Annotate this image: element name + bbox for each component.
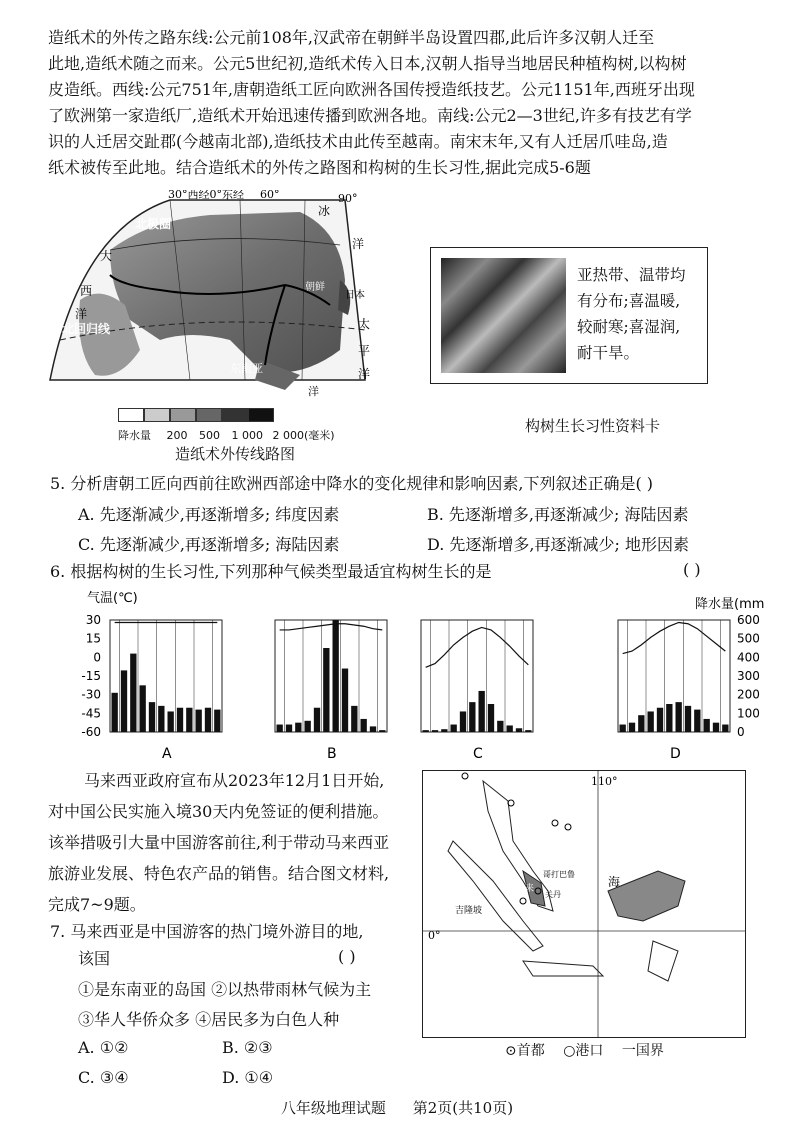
precip-bar	[130, 654, 136, 732]
question-7-answer-paren[interactable]: ( )	[338, 947, 356, 966]
legend-border: 一国界	[621, 1043, 664, 1059]
precip-bar	[432, 730, 438, 732]
temp-line	[280, 624, 383, 630]
q7-option-d[interactable]: D. ①④	[222, 1068, 274, 1087]
map-label: 冰	[318, 204, 331, 218]
precip-bar	[333, 620, 339, 732]
precip-tick: 600	[737, 613, 760, 627]
precip-bar	[423, 730, 429, 732]
precip-bar	[323, 648, 329, 732]
precip-bar	[666, 704, 672, 732]
precip-bar	[286, 725, 292, 732]
legend-value: 2 000(毫米)	[272, 429, 335, 442]
q7-option-c[interactable]: C. ③④	[78, 1068, 129, 1087]
legend-label: 降水量	[118, 429, 151, 442]
precip-bar	[713, 723, 719, 732]
card-text	[577, 262, 701, 366]
map2-label: 110°	[591, 775, 618, 788]
precip-bar	[685, 706, 691, 732]
precip-bar	[295, 723, 301, 732]
temp-tick: -60	[81, 725, 101, 739]
temp-tick: 15	[85, 631, 101, 646]
q7-items-row2: ③华人华侨众多 ④居民多为白色人种	[78, 1010, 340, 1029]
map-label: 北极圈	[135, 217, 172, 231]
passage-line: 该举措吸引大量中国游客前往,利于带动马来西亚	[48, 833, 390, 852]
chart-label: C	[473, 746, 483, 762]
precip-bar	[620, 725, 626, 732]
precip-bar	[704, 719, 710, 732]
precip-bar	[149, 702, 155, 732]
temp-axis-ticks	[81, 613, 101, 739]
map-label: 大	[100, 249, 113, 263]
precip-bar	[722, 725, 728, 732]
precip-bar	[112, 693, 118, 732]
temp-axis-title: 气温(℃)	[87, 591, 138, 606]
climate-chart-a	[110, 620, 222, 762]
passage-line: 完成7~9题。	[48, 895, 146, 914]
precip-bar	[525, 730, 531, 732]
legend-port: ○港口	[563, 1043, 604, 1059]
map2-label: 0°	[428, 929, 441, 942]
question-7-stem-2: 该国	[78, 949, 111, 968]
footer-subject: 八年级地理试题	[280, 1099, 386, 1117]
precip-bar	[361, 719, 367, 732]
precip-bar	[168, 711, 174, 732]
chart-frame	[275, 620, 387, 732]
precip-bar	[516, 728, 522, 732]
temp-line	[426, 627, 529, 667]
intro-line: 造纸术的外传之路东线:公元前108年,汉武帝在朝鲜半岛设置四郡,此后许多汉朝人迁至	[48, 28, 655, 47]
precip-bar	[676, 702, 682, 732]
q5-option-c[interactable]: C. 先逐渐减少,再逐渐增多; 海陆因素	[78, 535, 340, 554]
southeast-asia-map	[422, 770, 746, 1038]
precip-tick: 500	[737, 631, 760, 646]
precip-bar	[460, 711, 466, 732]
precip-bar	[305, 721, 311, 732]
map-label: 洋	[358, 367, 371, 381]
question-6-answer-paren[interactable]: ( )	[683, 560, 701, 579]
map2-port-label: 哥打巴鲁	[543, 870, 575, 879]
map-top-label: 90°	[338, 192, 358, 205]
legend-capital: ⊙首都	[505, 1043, 545, 1059]
precip-bar	[214, 710, 220, 732]
precip-tick: 0	[737, 725, 745, 739]
q5-option-a[interactable]: A. 先逐渐减少,再逐渐增多; 纬度因素	[78, 505, 340, 524]
paper-mulberry-photo	[441, 258, 566, 373]
map-label: 平	[358, 344, 371, 358]
chart-frame	[421, 620, 533, 732]
q5-option-d[interactable]: D. 先逐渐增多,再逐渐减少; 地形因素	[427, 535, 689, 554]
climate-charts	[55, 588, 765, 768]
legend-swatches	[118, 408, 335, 425]
precip-bar	[205, 708, 211, 732]
precip-bar	[469, 702, 475, 732]
precip-bar	[657, 708, 663, 732]
q7-option-b[interactable]: B. ②③	[222, 1038, 273, 1057]
map-label: 北回归线	[62, 322, 111, 336]
precip-bar	[379, 730, 385, 732]
precip-axis-title: 降水量(mm)	[695, 597, 765, 612]
temp-tick: 30	[85, 613, 101, 627]
map-label: 洋	[308, 385, 319, 398]
climate-chart-b	[275, 620, 387, 762]
precipitation-legend	[118, 408, 335, 443]
precip-bar	[451, 725, 457, 732]
precip-bar	[441, 729, 447, 732]
precip-tick: 100	[737, 706, 760, 721]
precip-bar	[196, 710, 202, 732]
precip-bar	[497, 721, 503, 732]
intro-line: 纸术被传至此地。结合造纸术的外传之路图和构树的生长习性,据此完成5-6题	[48, 158, 591, 177]
intro-line: 了欧洲第一家造纸厂,造纸术开始迅速传播到欧洲各地。南线:公元2—3世纪,许多有技艺有学	[48, 106, 692, 125]
precip-tick: 400	[737, 650, 760, 665]
question-5-stem: 5. 分析唐朝工匠向西前往欧洲西部途中降水的变化规律和影响因素,下列叙述正确是( )	[50, 474, 654, 493]
map2-port-label: 关丹	[545, 890, 561, 899]
precip-axis-ticks	[737, 613, 760, 739]
precip-bar	[314, 708, 320, 732]
question-7-stem: 7. 马来西亚是中国游客的热门境外游目的地,	[50, 922, 364, 941]
precip-bar	[694, 710, 700, 732]
q7-option-a[interactable]: A. ①②	[78, 1038, 129, 1057]
page-footer	[0, 1097, 794, 1118]
passage-line: 马来西亚政府宣布从2023年12月1日开始,	[84, 771, 385, 790]
card-line: 耐干旱。	[577, 344, 640, 362]
precip-bar	[121, 670, 127, 732]
temp-tick: 0	[93, 650, 101, 665]
temp-tick: -15	[81, 669, 101, 683]
temp-tick: -45	[81, 706, 101, 721]
passage-line: 对中国公民实施入境30天内免签证的便利措施。	[48, 802, 389, 821]
card-line: 亚热带、温带均	[577, 266, 686, 284]
precip-bar	[342, 669, 348, 732]
paper-mulberry-card	[430, 247, 708, 384]
precip-bar	[351, 706, 357, 732]
passage-line: 旅游业发展、特色农产品的销售。结合图文材料,	[48, 864, 390, 883]
intro-line: 识的人迁居交趾郡(今越南北部),造纸技术由此传至越南。南宋末年,又有人迁居爪哇岛,造	[48, 132, 668, 151]
map2-label: 海	[608, 875, 621, 889]
precip-bar	[629, 723, 635, 732]
chart-frame	[618, 620, 730, 732]
map-label: 洋	[75, 307, 88, 321]
card-caption: 构树生长习性资料卡	[525, 417, 661, 435]
precip-bar	[277, 725, 283, 732]
climate-chart-d	[618, 620, 730, 762]
temp-tick: -30	[81, 687, 101, 702]
precip-bar	[186, 708, 192, 732]
precip-bar	[488, 704, 494, 732]
map1-caption: 造纸术外传线路图	[175, 445, 296, 463]
map-label: 日本	[345, 290, 365, 301]
map-top-label: 30°西经0°东经	[168, 190, 244, 201]
map-label: 洋	[352, 237, 365, 251]
chart-group	[110, 620, 730, 762]
map2-label: 来	[525, 884, 535, 894]
legend-value: 1 000	[231, 429, 263, 442]
papermaking-route-map	[40, 190, 400, 422]
precip-bar	[177, 708, 183, 732]
footer-page: 第2页(共10页)	[412, 1099, 514, 1117]
q7-items-row1: ①是东南亚的岛国 ②以热带雨林气候为主	[78, 980, 372, 999]
precip-bar	[158, 706, 164, 732]
map2-legend	[505, 1040, 664, 1060]
legend-value: 500	[199, 429, 220, 442]
climate-chart-c	[421, 620, 533, 762]
precip-bar	[638, 715, 644, 732]
intro-line: 皮造纸。西线:公元751年,唐朝造纸工匠向欧洲各国传授造纸技艺。公元1151年,西班牙出现	[48, 80, 695, 99]
legend-value: 200	[166, 429, 188, 442]
precip-bar	[479, 691, 485, 732]
precip-tick: 200	[737, 687, 760, 702]
map2-capital-label: 吉隆坡	[455, 906, 483, 916]
map-top-label: 60°	[260, 190, 280, 201]
intro-line: 此地,造纸术随之而来。公元5世纪初,造纸术传入日本,汉朝人指导当地居民种植构树,以构树	[48, 54, 687, 73]
card-line: 有分布;喜温暖,	[577, 292, 681, 310]
card-line: 较耐寒;喜湿润,	[577, 318, 681, 336]
chart-label: B	[327, 746, 337, 762]
precip-bar	[507, 725, 513, 732]
temp-line	[623, 622, 726, 653]
chart-label: A	[162, 746, 172, 762]
map-label: 西	[80, 284, 93, 298]
map-label: 东南亚	[230, 362, 263, 375]
question-6-stem: 6. 根据构树的生长习性,下列那种气候类型最适宜构树生长的是	[50, 562, 492, 581]
precip-bar	[370, 726, 376, 732]
map-label: 朝鲜	[305, 282, 325, 293]
precip-tick: 300	[737, 669, 760, 683]
q5-option-b[interactable]: B. 先逐渐增多,再逐渐减少; 海陆因素	[427, 505, 689, 524]
chart-label: D	[670, 746, 681, 762]
precip-bar	[140, 685, 146, 732]
map-label: 太	[358, 317, 371, 331]
precip-bar	[648, 711, 654, 732]
